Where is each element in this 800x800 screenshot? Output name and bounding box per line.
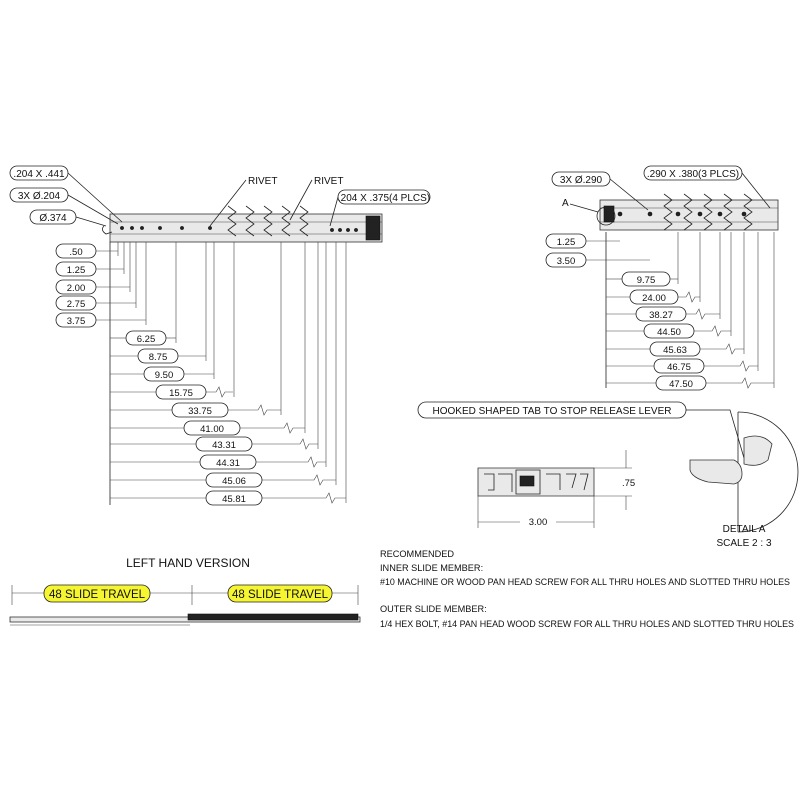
travel-label-right bbox=[228, 585, 332, 602]
inner-member-text: #10 MACHINE OR WOOD PAN HEAD SCREW FOR ALL THRU HOLES AND SLOTTED THRU HOLES bbox=[380, 577, 790, 587]
svg-text:Ø.374: Ø.374 bbox=[39, 213, 67, 224]
svg-text:44.31: 44.31 bbox=[216, 458, 240, 469]
svg-text:48 SLIDE TRAVEL: 48 SLIDE TRAVEL bbox=[231, 589, 329, 601]
svg-text:3X Ø.204: 3X Ø.204 bbox=[17, 191, 61, 202]
svg-text:.50: .50 bbox=[69, 247, 83, 258]
svg-text:.204 X .441: .204 X .441 bbox=[13, 169, 65, 180]
svg-text:44.50: 44.50 bbox=[657, 327, 681, 338]
notes-heading: RECOMMENDED bbox=[380, 549, 455, 559]
svg-text:.290 X .380(3 PLCS): .290 X .380(3 PLCS) bbox=[646, 169, 740, 180]
left-hand-version-title: LEFT HAND VERSION bbox=[126, 556, 250, 570]
travel-label-left bbox=[44, 585, 150, 602]
svg-text:45.63: 45.63 bbox=[663, 345, 687, 356]
outer-member-text: 1/4 HEX BOLT, #14 PAN HEAD WOOD SCREW FOR ALL THRU HOLES AND SLOTTED THRU HOLES bbox=[380, 619, 794, 629]
right-slide-body bbox=[600, 200, 778, 230]
slide-profile bbox=[478, 468, 594, 496]
notes-block bbox=[380, 549, 794, 629]
svg-text:8.75: 8.75 bbox=[148, 352, 168, 363]
rivet-label-b: RIVET bbox=[314, 176, 344, 187]
left-dim-625 bbox=[110, 242, 176, 345]
svg-text:46.75: 46.75 bbox=[667, 362, 691, 373]
left-dim-050 bbox=[56, 242, 118, 258]
svg-text:1.25: 1.25 bbox=[556, 237, 576, 248]
detail-a-view bbox=[690, 412, 798, 549]
callout-diameter bbox=[30, 210, 106, 226]
svg-text:9.75: 9.75 bbox=[636, 275, 656, 286]
svg-text:2.75: 2.75 bbox=[66, 299, 86, 310]
svg-text:3X Ø.290: 3X Ø.290 bbox=[559, 175, 603, 186]
bottom-view bbox=[10, 556, 360, 625]
detail-scale: SCALE 2 : 3 bbox=[716, 538, 772, 549]
inner-member-heading: INNER SLIDE MEMBER: bbox=[380, 563, 484, 573]
svg-text:3.50: 3.50 bbox=[556, 256, 576, 267]
svg-text:.204 X .375(4 PLCS): .204 X .375(4 PLCS) bbox=[337, 193, 431, 204]
svg-text:24.00: 24.00 bbox=[642, 293, 666, 304]
right-dim-2400 bbox=[606, 232, 700, 304]
svg-text:9.50: 9.50 bbox=[154, 370, 174, 381]
svg-text:43.31: 43.31 bbox=[212, 440, 236, 451]
outer-member-heading: OUTER SLIDE MEMBER: bbox=[380, 604, 487, 614]
svg-text:38.27: 38.27 bbox=[649, 310, 673, 321]
svg-text:47.50: 47.50 bbox=[669, 379, 693, 390]
right-slide-view bbox=[546, 166, 778, 390]
svg-text:45.06: 45.06 bbox=[222, 476, 246, 487]
svg-text:45.81: 45.81 bbox=[222, 494, 246, 505]
right-dim-350 bbox=[546, 253, 650, 267]
svg-text:3.75: 3.75 bbox=[66, 316, 86, 327]
svg-text:A: A bbox=[562, 198, 569, 209]
svg-text:41.00: 41.00 bbox=[200, 424, 224, 435]
svg-text:48 SLIDE TRAVEL: 48 SLIDE TRAVEL bbox=[48, 589, 146, 601]
section-height-dim: .75 bbox=[622, 478, 636, 489]
section-width-dim: 3.00 bbox=[528, 517, 548, 528]
detail-title: DETAIL A bbox=[722, 524, 766, 535]
svg-text:2.00: 2.00 bbox=[66, 283, 86, 294]
svg-text:15.75: 15.75 bbox=[169, 388, 193, 399]
svg-text:33.75: 33.75 bbox=[188, 406, 212, 417]
tab-label bbox=[418, 402, 744, 458]
svg-text:6.25: 6.25 bbox=[136, 334, 156, 345]
right-dim-975 bbox=[606, 232, 678, 286]
left-slide-view bbox=[10, 166, 430, 505]
rivet-label-a: RIVET bbox=[248, 176, 278, 187]
right-dim-125 bbox=[546, 234, 620, 248]
svg-text:HOOKED SHAPED TAB TO STOP RELE: HOOKED SHAPED TAB TO STOP RELEASE LEVER bbox=[432, 406, 672, 417]
svg-text:1.25: 1.25 bbox=[66, 265, 86, 276]
